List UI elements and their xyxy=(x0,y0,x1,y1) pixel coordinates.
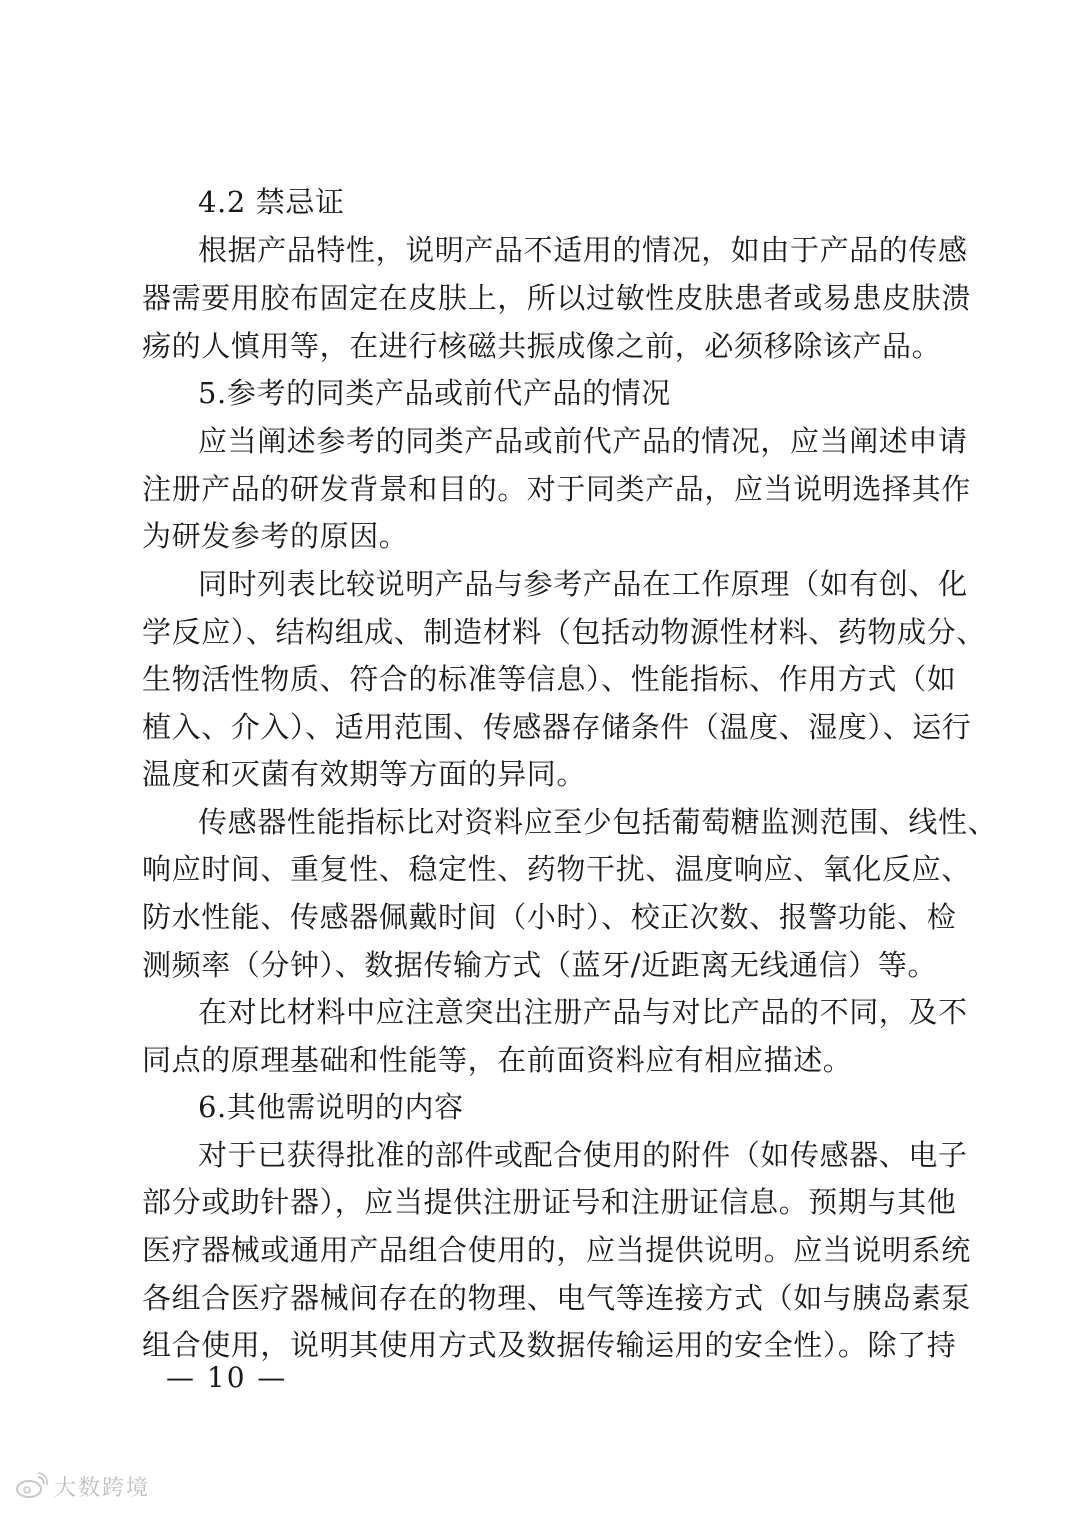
paragraph-line: 传感器性能指标比对资料应至少包括葡萄糖监测范围、线性、 xyxy=(198,805,998,839)
paragraph-line: 学反应）、结构组成、制造材料（包括动物源性材料、药物成分、 xyxy=(142,615,986,649)
paragraph-line: 防水性能、传感器佩戴时间（小时）、校正次数、报警功能、检 xyxy=(142,900,957,934)
paragraph-line: 同点的原理基础和性能等，在前面资料应有相应描述。 xyxy=(142,1043,853,1077)
paragraph-line: 根据产品特性，说明产品不适用的情况，如由于产品的传感 xyxy=(198,233,968,267)
paragraph-line: 响应时间、重复性、稳定性、药物干扰、温度响应、氧化反应、 xyxy=(142,852,971,886)
paragraph-line: 植入、介入）、适用范围、传感器存储条件（温度、湿度）、运行 xyxy=(142,710,972,744)
paragraph-line: 温度和灭菌有效期等方面的异同。 xyxy=(142,757,587,791)
watermark-text: 大数跨境 xyxy=(54,1475,151,1501)
paragraph-line: 各组合医疗器械间存在的物理、电气等连接方式（如与胰岛素泵 xyxy=(142,1281,971,1315)
paragraph-line: 应当阐述参考的同类产品或前代产品的情况，应当阐述申请 xyxy=(198,424,968,458)
paragraph-line: 组合使用，说明其使用方式及数据传输运用的安全性）。除了持 xyxy=(142,1328,957,1362)
paragraph-line: 在对比材料中应注意突出注册产品与对比产品的不同，及不 xyxy=(198,995,968,1029)
paragraph-line: 器需要用胶布固定在皮肤上，所以过敏性皮肤患者或易患皮肤溃 xyxy=(142,281,971,315)
paragraph-line: 为研发参考的原因。 xyxy=(142,519,409,553)
page-number: — 10 — xyxy=(166,1361,288,1394)
paragraph-line: 部分或助针器），应当提供注册证号和注册证信息。预期与其他 xyxy=(142,1185,957,1219)
heading-5: 5.参考的同类产品或前代产品的情况 xyxy=(198,376,671,410)
watermark xyxy=(14,1468,150,1504)
heading-4-2: 4.2 禁忌证 xyxy=(198,185,345,219)
paragraph-line: 对于已获得批准的部件或配合使用的附件（如传感器、电子 xyxy=(198,1138,968,1172)
paragraph-line: 注册产品的研发背景和目的。对于同类产品，应当说明选择其作 xyxy=(142,472,971,506)
weibo-logo-icon xyxy=(14,1472,48,1500)
paragraph-line: 同时列表比较说明产品与参考产品在工作原理（如有创、化 xyxy=(198,567,968,601)
paragraph-line: 疡的人慎用等，在进行核磁共振成像之前，必须移除该产品。 xyxy=(142,329,942,363)
paragraph-line: 医疗器械或通用产品组合使用的，应当提供说明。应当说明系统 xyxy=(142,1233,971,1267)
paragraph-line: 测频率（分钟）、数据传输方式（蓝牙/近距离无线通信）等。 xyxy=(142,948,938,982)
heading-6: 6.其他需说明的内容 xyxy=(198,1090,464,1124)
paragraph-line: 生物活性物质、符合的标准等信息）、性能指标、作用方式（如 xyxy=(142,662,957,696)
